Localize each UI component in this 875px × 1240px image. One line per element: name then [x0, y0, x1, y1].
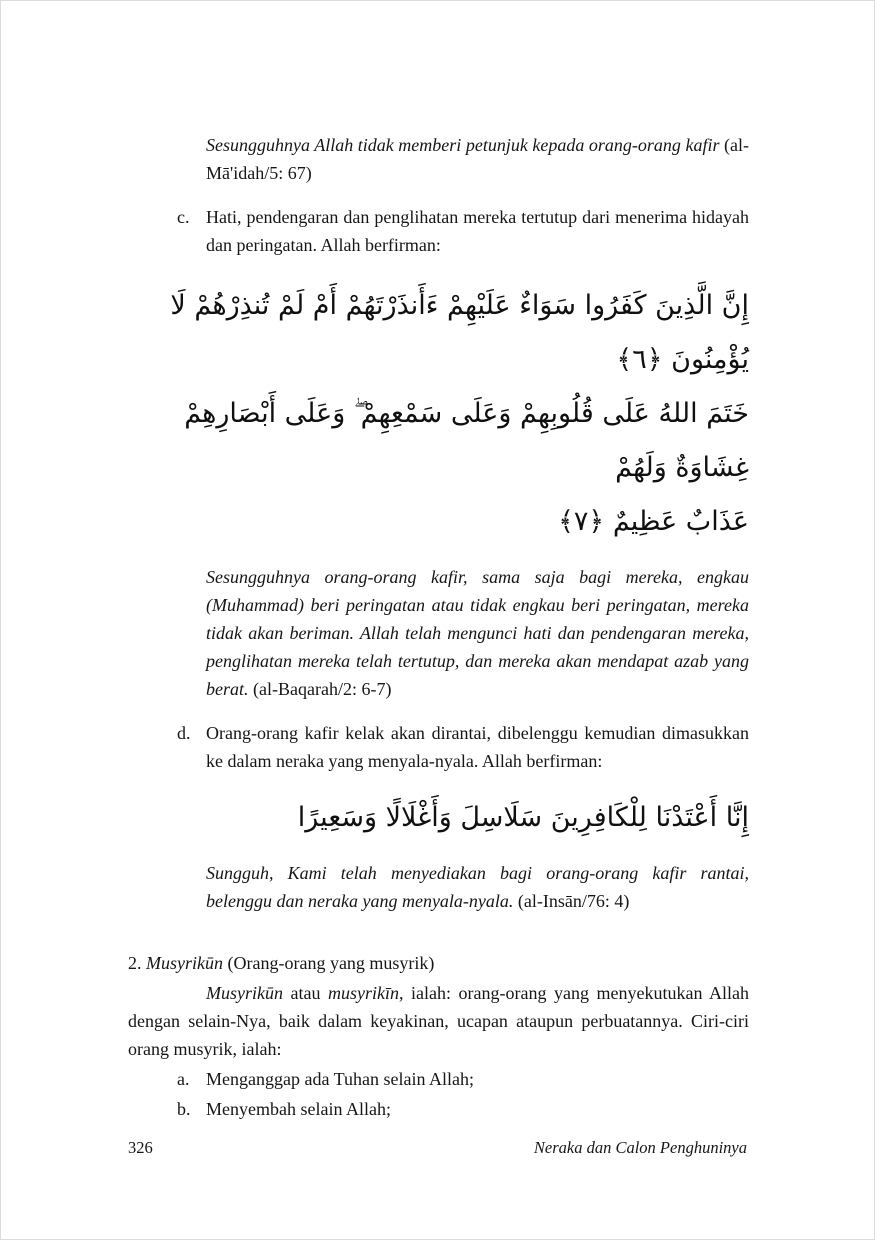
translation-insan-ref: (al-Insān/76: 4): [513, 891, 630, 911]
paragraph-musyrik-definition: [128, 979, 749, 1063]
list-item-d-text: Orang-orang kafir kelak akan dirantai, dibelenggu kemudian dimasukkan ke dalam neraka yang menyala-nyala. Allah berfirman:: [206, 723, 749, 771]
page-footer: [128, 1137, 747, 1159]
list-item-c-label: c.: [177, 207, 190, 227]
paragraph-rest: , ialah: orang-orang yang menyekutukan Allah dengan selain-Nya, baik dalam keyakinan, ucapan ataupun perbuatannya. Ciri-ciri orang musyrik, ialah:: [128, 983, 749, 1059]
translation-baqarah: [206, 563, 749, 703]
term-musyrikun: Musyrikūn: [206, 983, 283, 1003]
list-item-a: [128, 1065, 749, 1093]
section-term: Musyrikūn: [146, 953, 223, 973]
page-content: [128, 131, 749, 1123]
quote-maidah: [206, 131, 749, 187]
list-item-b-label: b.: [177, 1099, 191, 1119]
translation-baqarah-ref: (al-Baqarah/2: 6-7): [248, 679, 392, 699]
term-musyrikin: musyrikīn: [328, 983, 399, 1003]
translation-insan-text: Sungguh, Kami telah menyediakan bagi orang-orang kafir rantai, belenggu dan neraka yang menyala-nyala.: [206, 863, 749, 911]
list-item-b-text: Menyembah selain Allah;: [206, 1099, 391, 1119]
arabic-verse-line: إِنَّ الَّذِينَ كَفَرُوا سَوَاءٌ عَلَيْهِمْ ءَأَنذَرْتَهُمْ أَمْ لَمْ تُنذِرْهُمْ لَا يُؤْمِنُونَ ﴿٦﴾: [170, 290, 749, 375]
section-heading-musyrikun: [128, 949, 749, 977]
quote-maidah-ref: (al-Mā'idah/5: 67): [206, 135, 749, 183]
section-rest: (Orang-orang yang musyrik): [222, 953, 435, 973]
arabic-verse-line: عَذَابٌ عَظِيمٌ ﴿٧﴾: [558, 506, 749, 537]
arabic-verse-baqarah: [128, 279, 749, 549]
conjunction: atau: [282, 983, 328, 1003]
list-item-a-text: Menganggap ada Tuhan selain Allah;: [206, 1069, 474, 1089]
translation-baqarah-text: Sesungguhnya orang-orang kafir, sama saja bagi mereka, engkau (Muhammad) beri peringatan atau tidak engkau beri peringatan, mereka tidak akan beriman. Allah telah mengunci hati dan pendengaran mereka, penglihatan mereka telah tertutup, dan mereka akan mendapat azab yang berat.: [206, 567, 749, 699]
list-item-c-text: Hati, pendengaran dan penglihatan mereka tertutup dari menerima hidayah dan peringatan. Allah berfirman:: [206, 207, 749, 255]
list-item-d: [128, 719, 749, 775]
list-item-b: [128, 1095, 749, 1123]
list-item-d-label: d.: [177, 723, 191, 743]
running-title: Neraka dan Calon Penghuninya: [533, 1138, 747, 1157]
arabic-verse-line: إِنَّا أَعْتَدْنَا لِلْكَافِرِينَ سَلَاسِلَ وَأَغْلَالًا وَسَعِيرًا: [297, 802, 749, 833]
list-item-c: [128, 203, 749, 259]
quote-maidah-text: Sesungguhnya Allah tidak memberi petunjuk kepada orang-orang kafir: [206, 135, 720, 155]
page-number: 326: [128, 1138, 153, 1157]
arabic-verse-insan: [128, 791, 749, 845]
arabic-verse-line: خَتَمَ اللهُ عَلَى قُلُوبِهِمْ وَعَلَى سَمْعِهِمْ ۖ وَعَلَى أَبْصَارِهِمْ غِشَاوَةٌ وَلَهُمْ: [184, 398, 749, 483]
section-number: 2.: [128, 953, 146, 973]
list-item-a-label: a.: [177, 1069, 190, 1089]
translation-insan: [206, 859, 749, 915]
